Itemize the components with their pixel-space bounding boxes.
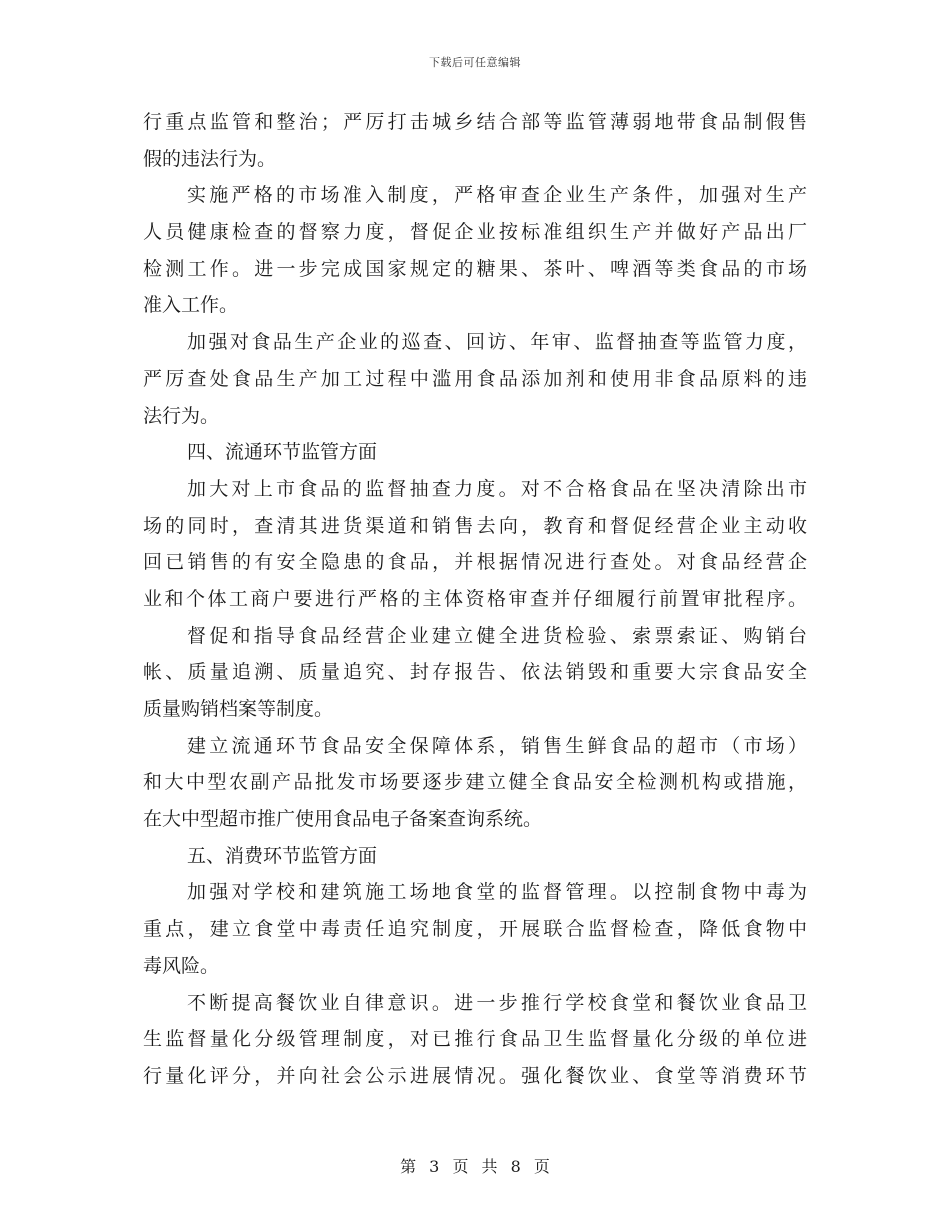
document-body <box>143 104 807 1095</box>
text-line: 严厉查处食品生产加工过程中滥用食品添加剂和使用非食品原料的违 <box>143 367 807 390</box>
section-heading: 五、消费环节监管方面 <box>187 844 378 867</box>
text-line: 业和个体工商户要进行严格的主体资格审查并仔细履行前置审批程序。 <box>143 587 807 610</box>
text-line: 准入工作。 <box>143 294 239 317</box>
text-line: 督促和指导食品经营企业建立健全进货检验、索票索证、购销台 <box>187 624 807 647</box>
page-header: 下载后可任意编辑 <box>429 56 521 69</box>
section-heading: 四、流通环节监管方面 <box>187 441 378 464</box>
text-line: 毒风险。 <box>143 954 220 977</box>
text-line: 假的违法行为。 <box>143 147 277 170</box>
text-line: 实施严格的市场准入制度，严格审查企业生产条件，加强对生产 <box>187 184 807 207</box>
text-line: 生监督量化分级管理制度，对已推行食品卫生监督量化分级的单位进 <box>143 1028 807 1051</box>
text-line: 加强对食品生产企业的巡查、回访、年审、监督抽查等监管力度， <box>187 331 807 354</box>
text-line: 加强对学校和建筑施工场地食堂的监督管理。以控制食物中毒为 <box>187 881 807 904</box>
text-line: 人员健康检查的督察力度，督促企业按标准组织生产并做好产品出厂 <box>143 221 807 244</box>
text-line: 加大对上市食品的监督抽查力度。对不合格食品在坚决清除出市 <box>187 477 807 500</box>
text-line: 重点，建立食堂中毒责任追究制度，开展联合监督检查，降低食物中 <box>143 918 807 941</box>
text-line: 场的同时，查清其进货渠道和销售去向，教育和督促经营企业主动收 <box>143 514 807 537</box>
text-line: 行重点监管和整治；严厉打击城乡结合部等监管薄弱地带食品制假售 <box>143 111 807 133</box>
text-line: 质量购销档案等制度。 <box>143 698 334 720</box>
text-line: 和大中型农副产品批发市场要逐步建立健全食品安全检测机构或措施， <box>143 771 807 794</box>
text-line: 行量化评分，并向社会公示进展情况。强化餐饮业、食堂等消费环节 <box>143 1064 807 1087</box>
text-line: 法行为。 <box>143 404 220 427</box>
text-line: 建立流通环节食品安全保障体系，销售生鲜食品的超市（市场） <box>187 734 807 757</box>
text-line: 在大中型超市推广使用食品电子备案查询系统。 <box>143 808 543 831</box>
text-line: 帐、质量追溯、质量追究、封存报告、依法销毁和重要大宗食品安全 <box>143 661 807 684</box>
text-line: 回已销售的有安全隐患的食品，并根据情况进行查处。对食品经营企 <box>143 551 807 574</box>
page-footer: 第 3 页 共 8 页 <box>400 1157 550 1176</box>
text-line: 检测工作。进一步完成国家规定的糖果、茶叶、啤酒等类食品的市场 <box>143 257 807 280</box>
text-line: 不断提高餐饮业自律意识。进一步推行学校食堂和餐饮业食品卫 <box>187 991 807 1014</box>
